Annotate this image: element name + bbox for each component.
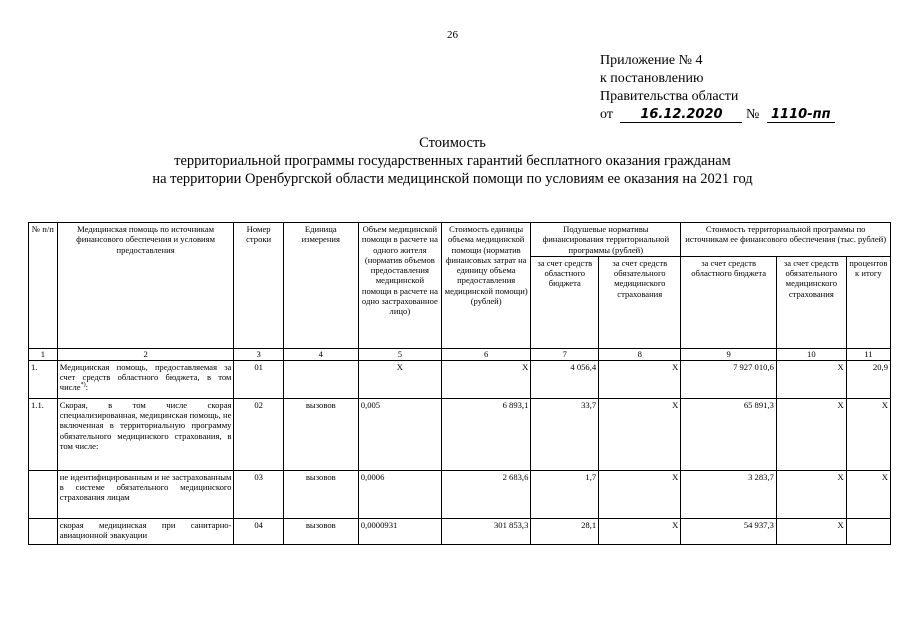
row-volume: 0,0000931	[358, 518, 441, 544]
handwritten-date: 16.12.2020	[620, 107, 742, 123]
header-per-capita-group: Подушевые нормативы финансирования территориальной программы (рублей)	[531, 223, 681, 257]
column-number: 3	[234, 348, 283, 360]
row-percent: 20,9	[846, 360, 890, 398]
appendix-block	[600, 52, 835, 124]
row-total-oms: X	[776, 398, 846, 470]
row-unit-cost: 301 853,3	[441, 518, 530, 544]
row-total-oms: X	[776, 470, 846, 518]
column-number: 8	[599, 348, 681, 360]
row-volume: 0,005	[358, 398, 441, 470]
row-pc-oms: X	[599, 398, 681, 470]
row-total-budget: 3 283,7	[681, 470, 777, 518]
header-total-budget: за счет средств областного бюджета	[681, 256, 777, 348]
row-unit-cost: 2 683,6	[441, 470, 530, 518]
document-title	[0, 134, 905, 188]
row-percent	[846, 518, 890, 544]
row-volume: X	[358, 360, 441, 398]
handwritten-number: 1110-пп	[767, 107, 835, 123]
appendix-date-line	[600, 106, 835, 124]
title-line-3: на территории Оренбургской области медицинской помощи по условиям ее оказания на 2021 год	[152, 171, 753, 187]
column-number: 11	[846, 348, 890, 360]
row-num	[29, 518, 58, 544]
row-description: не идентифицированным и не застрахованным в системе обязательного медицинского страхования лицам	[57, 470, 234, 518]
row-unit	[283, 360, 358, 398]
row-total-budget: 65 891,3	[681, 398, 777, 470]
table-row	[29, 470, 891, 518]
row-volume: 0,0006	[358, 470, 441, 518]
row-total-oms: X	[776, 360, 846, 398]
row-unit: вызовов	[283, 518, 358, 544]
row-line-number: 01	[234, 360, 283, 398]
appendix-line-1: Приложение № 4	[600, 53, 703, 68]
header-pc-oms: за счет средств обязательного медицинского страхования	[599, 256, 681, 348]
date-prefix: от	[600, 107, 613, 122]
appendix-line-3: Правительства области	[600, 89, 739, 104]
row-percent: X	[846, 398, 890, 470]
row-unit: вызовов	[283, 398, 358, 470]
column-number: 5	[358, 348, 441, 360]
header-pc-budget: за счет средств областного бюджета	[531, 256, 599, 348]
row-pc-oms: X	[599, 360, 681, 398]
header-num: № п/п	[29, 223, 58, 349]
row-pc-budget: 33,7	[531, 398, 599, 470]
header-row-1	[29, 223, 891, 257]
row-num: 1.	[29, 360, 58, 398]
row-line-number: 03	[234, 470, 283, 518]
row-num: 1.1.	[29, 398, 58, 470]
row-pc-budget: 4 056,4	[531, 360, 599, 398]
column-number: 4	[283, 348, 358, 360]
column-number: 1	[29, 348, 58, 360]
title-line-2: территориальной программы государственных гарантий бесплатного оказания гражданам	[174, 153, 731, 169]
row-unit: вызовов	[283, 470, 358, 518]
header-volume: Объем медицинской помощи в расчете на одного жителя (норматив объемов предоставления медицинской помощи в расчете на одно застрахованное лицо)	[358, 223, 441, 349]
page-number: 26	[447, 29, 458, 41]
header-percent: процентов к итогу	[846, 256, 890, 348]
row-pc-oms: X	[599, 518, 681, 544]
table-row	[29, 518, 891, 544]
header-total-cost-group: Стоимость территориальной программы по источникам ее финансового обеспечения (тыс. рублей)	[681, 223, 891, 257]
header-unit: Единица измерения	[283, 223, 358, 349]
row-unit-cost: X	[441, 360, 530, 398]
header-unit-cost: Стоимость единицы объема медицинской помощи (норматив финансовых затрат на единицу объема предоставления медицинской помощи) (рублей)	[441, 223, 530, 349]
row-percent: X	[846, 470, 890, 518]
row-line-number: 04	[234, 518, 283, 544]
row-unit-cost: 6 893,1	[441, 398, 530, 470]
title-line-1: Стоимость	[419, 135, 486, 151]
header-line-number: Номер строки	[234, 223, 283, 349]
column-numbers-row	[29, 348, 891, 360]
column-number: 2	[57, 348, 234, 360]
row-line-number: 02	[234, 398, 283, 470]
number-prefix: №	[745, 107, 760, 122]
table-row	[29, 398, 891, 470]
row-num	[29, 470, 58, 518]
row-pc-oms: X	[599, 470, 681, 518]
row-pc-budget: 28,1	[531, 518, 599, 544]
column-number: 9	[681, 348, 777, 360]
column-number: 10	[776, 348, 846, 360]
column-number: 6	[441, 348, 530, 360]
header-description: Медицинская помощь по источникам финансового обеспечения и условиям предоставления	[57, 223, 234, 349]
row-description: скорая медицинская при санитарно-авиационной эвакуации	[57, 518, 234, 544]
header-total-oms: за счет средств обязательного медицинского страхования	[776, 256, 846, 348]
row-total-oms: X	[776, 518, 846, 544]
appendix-line-2: к постановлению	[600, 71, 704, 86]
row-total-budget: 7 927 010,6	[681, 360, 777, 398]
table-row	[29, 360, 891, 398]
row-pc-budget: 1,7	[531, 470, 599, 518]
row-description: Скорая, в том числе скорая специализированная, медицинская помощь, не включенная в территориальную программу обязательного медицинского страхования, в том числе:	[57, 398, 234, 470]
row-total-budget: 54 937,3	[681, 518, 777, 544]
column-number: 7	[531, 348, 599, 360]
row-description: Медицинская помощь, предоставляемая за счет средств областного бюджета, в том числе*):	[57, 360, 234, 398]
cost-table	[28, 222, 891, 545]
